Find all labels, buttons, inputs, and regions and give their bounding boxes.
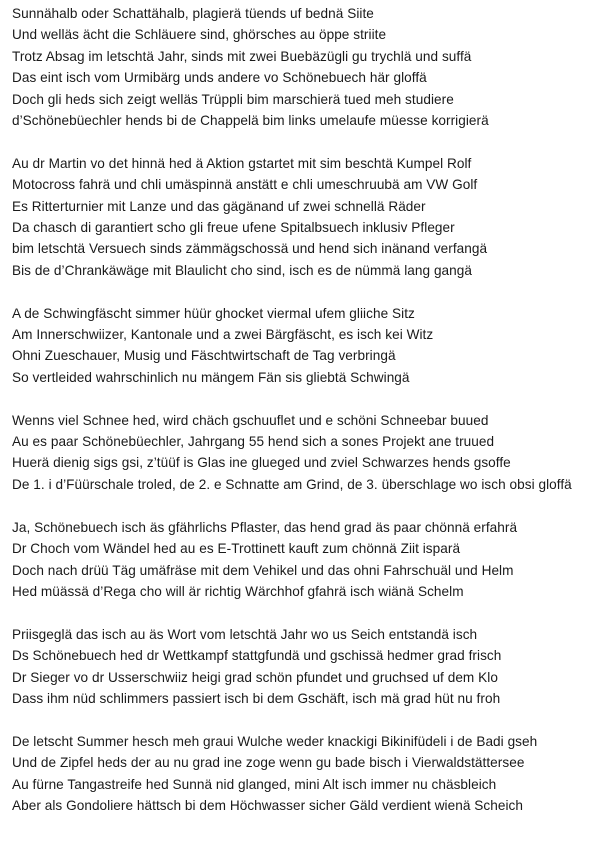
text-line: Dr Choch vom Wändel hed au es E-Trottinett kauft zum chönnä Ziit isparä bbox=[12, 541, 461, 557]
text-line: Dass ihm nüd schlimmers passiert isch bi dem Gschäft, isch mä grad hüt nu froh bbox=[12, 690, 501, 706]
document-page bbox=[12, 3, 587, 838]
text-line: Au fürne Tangastreife hed Sunnä nid glanged, mini Alt isch immer nu chäsbleich bbox=[12, 776, 497, 792]
text-line: Dr Sieger vo dr Usserschwiiz heigi grad schön pfundet und gruchsed uf dem Klo bbox=[12, 669, 498, 685]
stanza-5 bbox=[12, 517, 587, 603]
stanza-6 bbox=[12, 624, 587, 710]
text-line: Wenns viel Schnee hed, wird chäch gschuuflet und e schöni Schneebar buued bbox=[12, 412, 489, 428]
text-line: Und welläs ächt die Schläuere sind, ghörsches au öppe striite bbox=[12, 27, 387, 43]
text-line: Das eint isch vom Urmibärg unds andere vo Schönebuech här gloffä bbox=[12, 70, 427, 86]
stanza-1 bbox=[12, 3, 587, 131]
text-line: Au dr Martin vo det hinnä hed ä Aktion gstartet mit sim beschtä Kumpel Rolf bbox=[12, 155, 472, 171]
text-line: Doch nach drüü Täg umäfräse mit dem Vehikel und das ohni Fahrschuäl und Helm bbox=[12, 562, 514, 578]
text-line: Au es paar Schönebüechler, Jahrgang 55 hend sich a sones Projekt ane truued bbox=[12, 434, 495, 450]
text-line: bim letschtä Versuech sinds zämmägschossä und hend sich inänand verfangä bbox=[12, 241, 488, 257]
text-line: Bis de d’Chrankäwäge mit Blaulicht cho sind, isch es de nümmä lang gangä bbox=[12, 262, 472, 278]
text-line: Hed müässä d’Rega cho will är richtig Wärchhof gfahrä isch wiänä Schelm bbox=[12, 583, 464, 599]
text-line: Priisgeglä das isch au äs Wort vom letschtä Jahr wo us Seich entstandä isch bbox=[12, 626, 478, 642]
text-line: Ohni Zueschauer, Musig und Fäschtwirtschaft de Tag verbringä bbox=[12, 348, 396, 364]
text-line: Am Innerschwiizer, Kantonale und a zwei Bärgfäscht, es isch kei Witz bbox=[12, 327, 434, 343]
text-line: Und de Zipfel heds der au nu grad ine zoge wenn gu bade bisch i Vierwaldstättersee bbox=[12, 755, 525, 771]
stanza-2 bbox=[12, 153, 587, 281]
stanza-4 bbox=[12, 410, 587, 496]
text-line: Sunnähalb oder Schattähalb, plagierä tüends uf bednä Siite bbox=[12, 6, 374, 21]
text-line: d’Schönebüechler hends bi de Chappelä bim links umelaufe müesse korrigierä bbox=[12, 113, 489, 129]
text-line: So vertleided wahrschinlich nu mängem Fän sis gliebtä Schwingä bbox=[12, 369, 410, 385]
text-line: Ds Schönebuech hed dr Wettkampf stattgfundä und gschissä hedmer grad frisch bbox=[12, 648, 502, 664]
stanza-3 bbox=[12, 303, 587, 389]
text-line: Doch gli heds sich zeigt welläs Trüppli bim marschierä tued meh studiere bbox=[12, 91, 454, 107]
text-line: De letscht Summer hesch meh graui Wulche weder knackigi Bikinifüdeli i de Badi gseh bbox=[12, 733, 538, 749]
text-line: A de Schwingfäscht simmer hüür ghocket viermal ufem gliiche Sitz bbox=[12, 305, 415, 321]
stanza-7 bbox=[12, 731, 587, 817]
text-line: Motocross fahrä und chli umäspinnä anstätt e chli umeschruubä am VW Golf bbox=[12, 177, 478, 193]
text-line: Aber als Gondoliere hättsch bi dem Höchwasser sicher Gäld verdient wienä Scheich bbox=[12, 797, 523, 813]
text-line: Es Ritterturnier mit Lanze und das gägänand uf zwei schnellä Räder bbox=[12, 198, 426, 214]
text-line: Trotz Absag im letschtä Jahr, sinds mit zwei Buebäzügli gu trychlä und suffä bbox=[12, 48, 472, 64]
text-line: De 1. i d’Füürschale troled, de 2. e Schnatte am Grind, de 3. überschlage wo isch obsi gloffä bbox=[12, 476, 572, 492]
text-line: Huerä dienig sigs gsi, z’tüüf is Glas ine glueged und zviel Schwarzes hends gsoffe bbox=[12, 455, 511, 471]
text-line: Da chasch di garantiert scho gli freue ufene Spitalbsuech inklusiv Pfleger bbox=[12, 220, 455, 236]
text-line: Ja, Schönebuech isch äs gfährlichs Pflaster, das hend grad äs paar chönnä erfahrä bbox=[12, 519, 518, 535]
